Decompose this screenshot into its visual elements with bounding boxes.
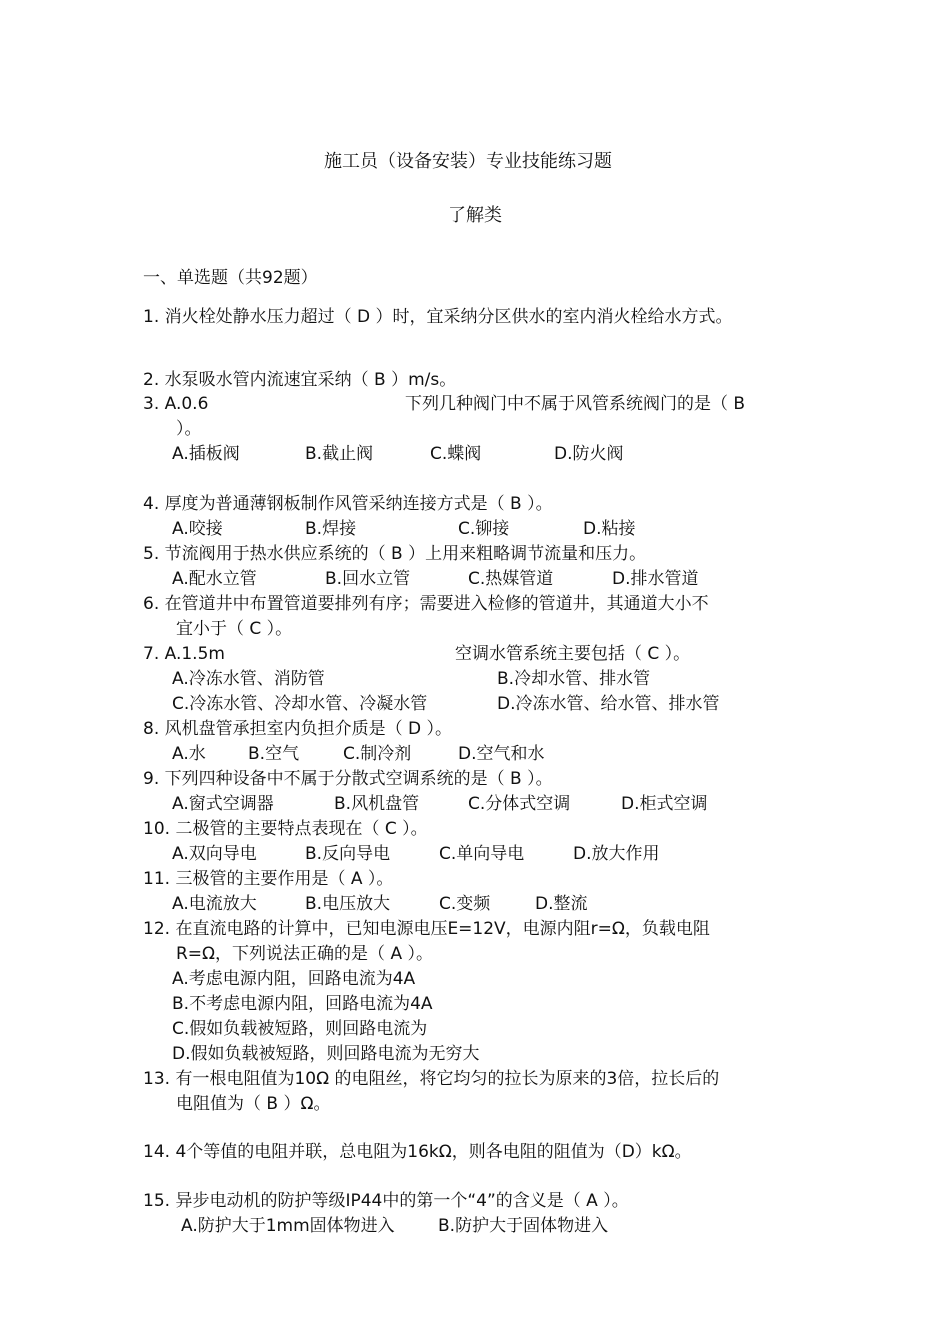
option-a: A.电流放大: [172, 894, 257, 914]
page-subtitle: 了解类: [448, 205, 502, 226]
option-a: A.防护大于1mm固体物进入: [181, 1216, 395, 1236]
question-line: 5. 节流阀用于热水供应系统的（ B ）上用来粗略调节流量和压力。: [143, 544, 647, 564]
question-line: ）。: [176, 419, 202, 439]
option-a: A.咬接: [172, 519, 223, 539]
option-d: D.排水管道: [612, 569, 699, 589]
option-d: D.粘接: [583, 519, 636, 539]
option-a: A.窗式空调器: [172, 794, 274, 814]
question-line: 14. 4个等值的电阻并联，总电阻为16kΩ，则各电阻的阻值为（D）kΩ。: [143, 1142, 692, 1162]
option-b: B.回水立管: [325, 569, 411, 589]
option-c: C.假如负载被短路，则回路电流为: [172, 1019, 428, 1039]
option-a: A.插板阀: [172, 444, 240, 464]
option-b: B.截止阀: [305, 444, 374, 464]
option-a: A.水: [172, 744, 206, 764]
option-b: B.焊接: [305, 519, 357, 539]
option-c: C.变频: [439, 894, 491, 914]
question-line: 8. 风机盘管承担室内负担介质是（ D ）。: [143, 719, 453, 739]
option-d: D.放大作用: [573, 844, 660, 864]
option-a: A.配水立管: [172, 569, 257, 589]
option-b: B.风机盘管: [334, 794, 420, 814]
question-line: R=Ω，下列说法正确的是（ A ）。: [176, 944, 433, 964]
option-b: B.电压放大: [305, 894, 391, 914]
option-d: D.假如负载被短路，则回路电流为无穷大: [172, 1044, 480, 1064]
option-b: B.空气: [248, 744, 300, 764]
option-c: C.热媒管道: [468, 569, 554, 589]
question-line: 13. 有一根电阻值为10Ω 的电阻丝，将它均匀的拉长为原来的3倍，拉长后的: [143, 1069, 720, 1089]
question-line: 12. 在直流电路的计算中，已知电源电压E=12V，电源内阻r=Ω，负载电阻: [143, 919, 710, 939]
question-line: 电阻值为（ B ）Ω。: [176, 1094, 331, 1114]
question-line: 3. A.0.6: [143, 394, 209, 414]
option-b: B.不考虑电源内阻，回路电流为4A: [172, 994, 433, 1014]
option-d: D.柜式空调: [621, 794, 708, 814]
question-line: 6. 在管道井中布置管道要排列有序；需要进入检修的管道井，其通道大小不: [143, 594, 709, 614]
option-c: C.铆接: [458, 519, 510, 539]
question-line: 7. A.1.5m: [143, 644, 225, 664]
question-line: 1. 消火栓处静水压力超过（ D ）时，宜采纳分区供水的室内消火栓给水方式。: [143, 307, 733, 327]
option-a: A.冷冻水管、消防管: [172, 669, 325, 689]
section-heading: 一、单选题（共92题）: [143, 268, 318, 288]
question-line: 10. 二极管的主要特点表现在（ C ）。: [143, 819, 428, 839]
option-c: C.制冷剂: [343, 744, 412, 764]
question-line: 2. 水泵吸水管内流速宜采纳（ B ）m/s。: [143, 370, 457, 390]
option-c: C.分体式空调: [468, 794, 571, 814]
question-line: 11. 三极管的主要作用是（ A ）。: [143, 869, 394, 889]
option-a: A.双向导电: [172, 844, 257, 864]
option-d: D.冷冻水管、给水管、排水管: [497, 694, 720, 714]
option-d: D.防火阀: [554, 444, 624, 464]
option-c: C.蝶阀: [430, 444, 482, 464]
question-line: 下列几种阀门中不属于风管系统阀门的是（ B: [405, 394, 746, 414]
option-b: B.反向导电: [305, 844, 391, 864]
option-d: D.空气和水: [458, 744, 545, 764]
option-c: C.单向导电: [439, 844, 525, 864]
page-title: 施工员（设备安装）专业技能练习题: [324, 151, 612, 172]
option-b: B.冷却水管、排水管: [497, 669, 651, 689]
option-c: C.冷冻水管、冷却水管、冷凝水管: [172, 694, 428, 714]
option-d: D.整流: [535, 894, 588, 914]
question-line: 宜小于（ C ）。: [176, 619, 293, 639]
question-line: 4. 厚度为普通薄钢板制作风管采纳连接方式是（ B ）。: [143, 494, 553, 514]
question-line: 空调水管系统主要包括（ C ）。: [455, 644, 691, 664]
option-a: A.考虑电源内阻，回路电流为4A: [172, 969, 416, 989]
option-b: B.防护大于固体物进入: [438, 1216, 609, 1236]
question-line: 15. 异步电动机的防护等级IP44中的第一个“4”的含义是（ A ）。: [143, 1191, 629, 1211]
question-line: 9. 下列四种设备中不属于分散式空调系统的是（ B ）。: [143, 769, 553, 789]
